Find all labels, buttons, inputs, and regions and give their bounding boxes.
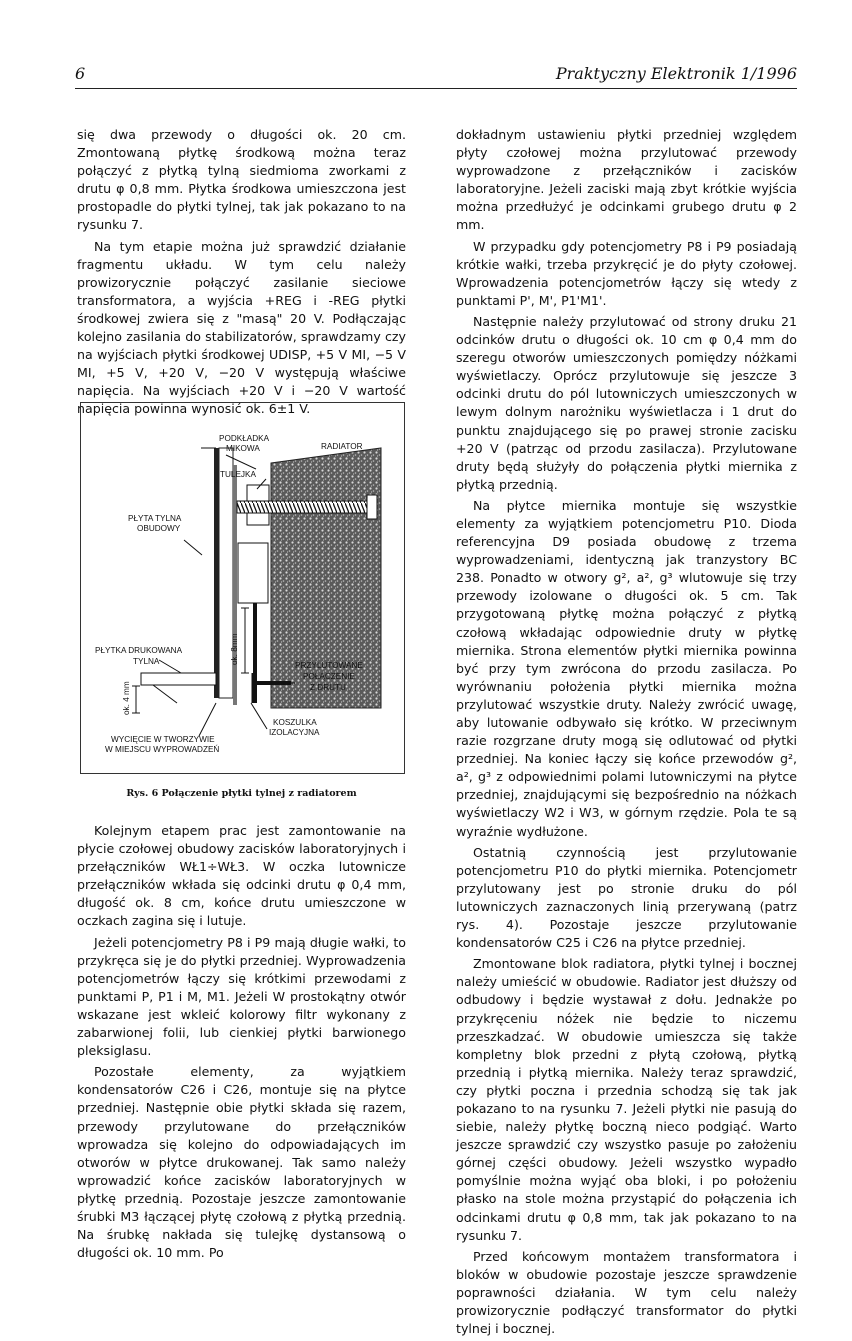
paragraph: Kolejnym etapem prac jest zamontowanie na płycie czołowej obudowy zacisków laboratoryjnych i przełączników WŁ1÷WŁ3. W oczka lutownicze przełączników wkłada się odcinki drutu φ 0,4 mm, długość ok. 8 cm, końce drutu umieszczone w oczkach zagina się i lutuje. [77,823,406,929]
paragraph: W przypadku gdy potencjometry P8 i P9 posiadają krótkie wałki, trzeba przykręcić je do płyty czołowej. Wprowadzenia potencjometrów łączy się wtedy z punktami P', M', P1'M1'. [456,238,797,308]
page-number: 6 [75,64,86,83]
paragraph: Na płytce miernika montuje się wszystkie elementy za wyjątkiem potencjometru P10. Dioda referencyjna D9 posiada obudowę z trzema wyprowadzeniami, identyczną jak tranzystory BC 238. Ponadto w otwory g², a², g³ wlutowuje się trzy przewody izolowane o długości ok. 5 cm. Tak przygotowaną płytkę można połączyć z płytką czołową wkładając odpowiednie druty w płytkę miernika. Strona elementów płytki miernika powinna być przy tym zwrócona do przodu zasilacza. Po wyrównaniu położenia płytki miernika można przylutować wszystkie druty. Należy zwrócić uwagę, aby lutowanie odbywało się krótko. W przeciwnym razie rozgrzane druty mogą się odlutować od płytki przedniej. Na koniec łączy się końce przewodów g², a², g³ z odpowiednimi polami lutowniczymi na płytce przedniej, znajdującymi się bezpośrednio na nóżkach wyświetlaczy W2 i W3, w górnym rzędzie. Pola te są wyraźnie wydłużone. [456,497,797,839]
label-podkladka: PODKŁADKA [219,434,270,443]
figure-6 [80,402,405,774]
label-polaczenie: POŁĄCZENIE [303,672,355,681]
label-plytka-drukowana: PŁYTKA DRUKOWANA [95,646,183,655]
label-w-miejscu: W MIEJSCU WYPROWADZEŃ [105,745,220,754]
right-column [456,126,797,1341]
left-column-top [77,126,406,422]
label-ok-4mm: ok. 4 mm [122,681,131,715]
screw [237,501,367,513]
mica-washer [233,465,237,705]
label-izolacyjna: IZOLACYJNA [269,728,320,737]
paragraph: Zmontowane blok radiatora, płytki tylnej i bocznej należy umieścić w obudowie. Radiator jest dłuższy od odbudowy i będzie wystawał z dołu. Jednakże po przykręceniu nóżek nie będzie to niczemu przeszkadzać. W obudowie umieszcza się także kompletny blok przedni z płytą czołową, płytką przednią i płytką miernika. Należy teraz sprawdzić, czy płytki poczna i przednia schodzą się tak jak pokazano to na rysunku 7. Jeżeli płytki nie pasują do siebie, należy płytkę boczną nieco podgiąć. Warto jeszcze sprawdzić czy wszystko pasuje po założeniu górnej części obudowy. Jeżeli wszystko wypadło pomyślnie można wyjąć oba bloki, i po położeniu płasko na stole można przystąpić do połączenia ich odcinkami drutu φ 0,8 mm, tak jak pokazano to na rysunku 7. [456,956,797,1243]
transistor [238,543,268,603]
header-rule [75,88,797,89]
paragraph: Jeżeli potencjometry P8 i P9 mają długie wałki, to przykręca się je do płytki przedniej. Wyprowadzenia potencjometrów łączy się krótkimi przewodami z punktami P, P1 i M, M1. Jeżeli W prostokątny otwór wskazane jest wkleić kolorowy filtr wykonany z zabarwionej folii, lub cienkiej płytki barwionego pleksiglasu. [77,934,406,1059]
label-obudowy: OBUDOWY [137,524,181,533]
paragraph: Ostatnią czynnością jest przylutowanie potencjometru P10 do płytki miernika. Potencjometr przylutowany jest po stronie druku do pól lutowniczych zaznaczonych linią przerywaną (patrz rys. 4). Pozostaje jeszcze przylutowanie kondensatorów C25 i C26 na płytce przedniej. [456,844,797,951]
label-radiator: RADIATOR [321,442,363,451]
journal-title: Praktyczny Elektronik 1/1996 [555,64,797,83]
paragraph: dokładnym ustawieniu płytki przedniej względem płyty czołowej można przylutować przewody wyprowadzone z przełączników i zacisków laboratoryjne. Jeżeli zaciski mają zbyt krótkie wyjścia można przedłużyć je odcinkami grubego drutu φ 2 mm. [456,127,797,233]
rear-pcb [141,673,216,685]
figure-caption: Rys. 6 Połączenie płytki tylnej z radiatorem [126,788,357,799]
paragraph: Pozostałe elementy, za wyjątkiem kondensatorów C26 i C26, montuje się na płytce przedniej. Następnie obie płytki składa się razem, przewody przylutowane do przełączników wprowadza się kolejno do odpowiadających im otworów w płytce drukowanej. Tak samo należy wprowadzić końce zacisków laboratoryjnych w płytkę przednią. Pozostaje jeszcze zamontowanie śrubki M3 łączącej płytę czołową z płytką przednią. Na śrubkę nakłada się tulejkę dystansową o długości ok. 10 mm. Po [77,1064,406,1261]
page-header [75,64,797,86]
label-ok-8mm: ok. 8mm [230,633,239,665]
label-tylna: TYLNA [133,657,160,666]
label-mikowa: MIKOWA [226,444,260,453]
paragraph: Następnie należy przylutować od strony druku 21 odcinków drutu o długości ok. 10 cm φ 0,4 mm do szeregu otworów umieszczonych pomiędzy nóżkami wyświetlaczy. Oprócz przylutowuje się jeszcze 3 odcinki drutu do pól lutowniczych umieszczonych w lewym dolnym narożniku wyświetlacza i 1 drut do punktu znajdującego się po prawej stronie zacisku +20 V (patrząc od przodu zasilacza). Przylutowane druty będą służyły do połączenia płytki miernika z płytką przednią. [456,313,797,492]
left-column-bottom [77,822,406,1265]
paragraph: się dwa przewody o długości ok. 20 cm. Zmontowaną płytkę środkową można teraz połączyć z płytką tylną siedmioma zworkami z drutu φ 0,8 mm. Płytka środkowa umieszczona jest prostopadle do płytki tylnej, tak jak pokazano to na rysunku 7. [77,127,406,233]
paragraph: Na tym etapie można już sprawdzić działanie fragmentu układu. W tym celu należy prowizorycznie połączyć zasilanie sieciowe transformatora, a wyjścia +REG i -REG płytki środkowej zwiera się z "masą" 20 V. Podłączając kolejno zasilania do stabilizatorów, sprawdzamy czy na wyjściach płytki środkowej UDISP, +5 V MI, −5 V MI, +5 V, +20 V, −20 V występują właściwe napięcia. Na wyjściach +20 V i −20 V wartość napięcia powinna wynosić ok. 6±1 V. [77,238,406,417]
label-koszulka: KOSZULKA [273,718,317,727]
label-plyta-tylna: PŁYTA TYLNA [128,514,182,523]
heatsink-diagram [81,403,404,773]
label-przylutowane: PRZYLUTOWANE [295,661,363,670]
label-tulejka: TULEJKA [220,470,256,479]
paragraph: Przed końcowym montażem transformatora i bloków w obudowie pozostaje jeszcze sprawdzenie poprawności działania. W tym celu należy prowizorycznie podłączyć transformator do płytki tylnej i bocznej. [456,1248,797,1337]
rear-panel [214,448,219,698]
label-wyciecie: WYCIĘCIE W TWORZYWIE [111,735,215,744]
label-z-drutu: Z DRUTU [310,683,346,692]
